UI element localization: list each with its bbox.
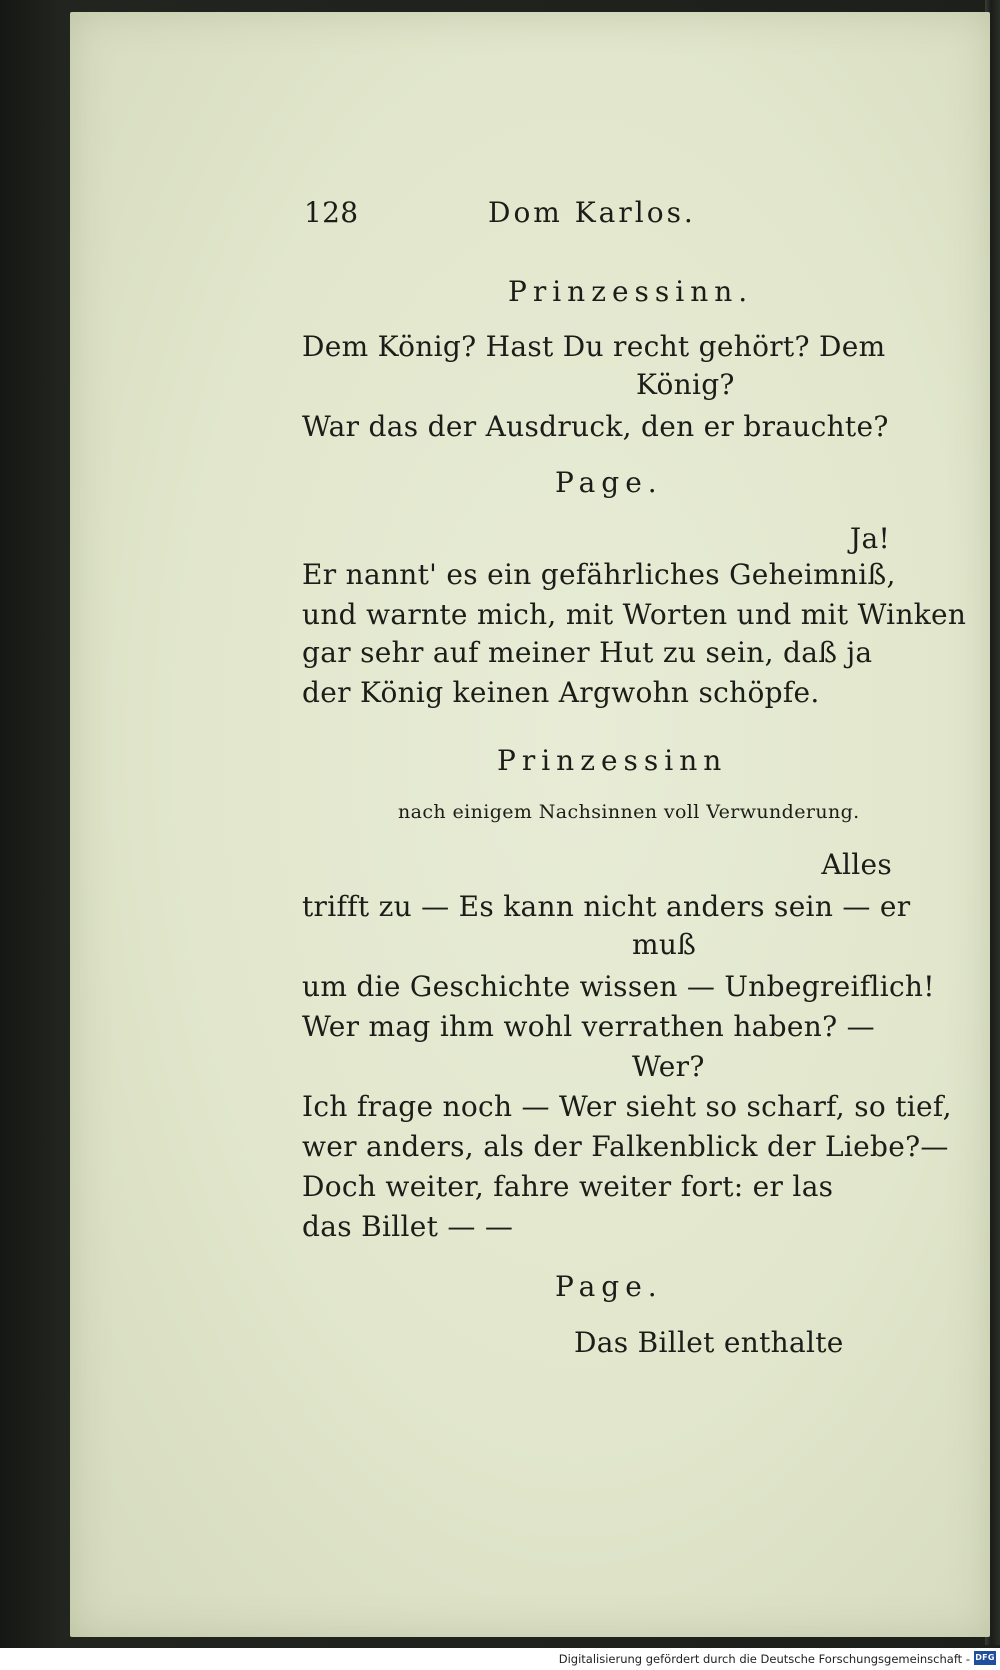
verse-line: Ich frage noch — Wer sieht so scharf, so tief, <box>302 1090 952 1123</box>
verse-line: War das der Ausdruck, den er brauchte? <box>302 410 889 443</box>
verse-line: Das Billet enthalte <box>574 1326 844 1359</box>
verse-line: der König keinen Argwohn schöpfe. <box>302 676 820 709</box>
verse-line: Wer? <box>632 1050 705 1083</box>
page-number: 128 <box>304 196 359 229</box>
verse-line: Alles <box>821 848 892 881</box>
speaker-label: Page. <box>555 1270 663 1303</box>
verse-line: Dem König? Hast Du recht gehört? Dem <box>302 330 886 363</box>
verse-line: muß <box>632 928 697 961</box>
verse-line: um die Geschichte wissen — Unbegreiflich! <box>302 970 935 1003</box>
speaker-label: Prinzessinn <box>497 744 728 777</box>
speaker-label: Page. <box>555 466 663 499</box>
verse-line: trifft zu — Es kann nicht anders sein — er <box>302 890 911 923</box>
verse-line: Er nannt' es ein gefährliches Geheimniß, <box>302 558 896 591</box>
running-title: Dom Karlos. <box>488 196 696 229</box>
verse-line: Doch weiter, fahre weiter fort: er las <box>302 1170 834 1203</box>
speaker-label: Prinzessinn. <box>508 275 754 308</box>
verse-line: wer anders, als der Falkenblick der Liebe?— <box>302 1130 949 1163</box>
verse-line: gar sehr auf meiner Hut zu sein, daß ja <box>302 636 873 669</box>
verse-line: Ja! <box>849 522 890 555</box>
dfg-logo: DFG <box>974 1651 996 1665</box>
verse-line: Wer mag ihm wohl verrathen haben? — <box>302 1010 875 1043</box>
verse-line: das Billet — — <box>302 1210 514 1243</box>
verse-line: und warnte mich, mit Worten und mit Winken <box>302 598 967 631</box>
book-page <box>70 12 990 1637</box>
digitization-credit: Digitalisierung gefördert durch die Deutsche Forschungsgemeinschaft - <box>558 1652 970 1666</box>
stage-direction: nach einigem Nachsinnen voll Verwunderung. <box>398 801 860 823</box>
verse-line: König? <box>636 368 735 401</box>
